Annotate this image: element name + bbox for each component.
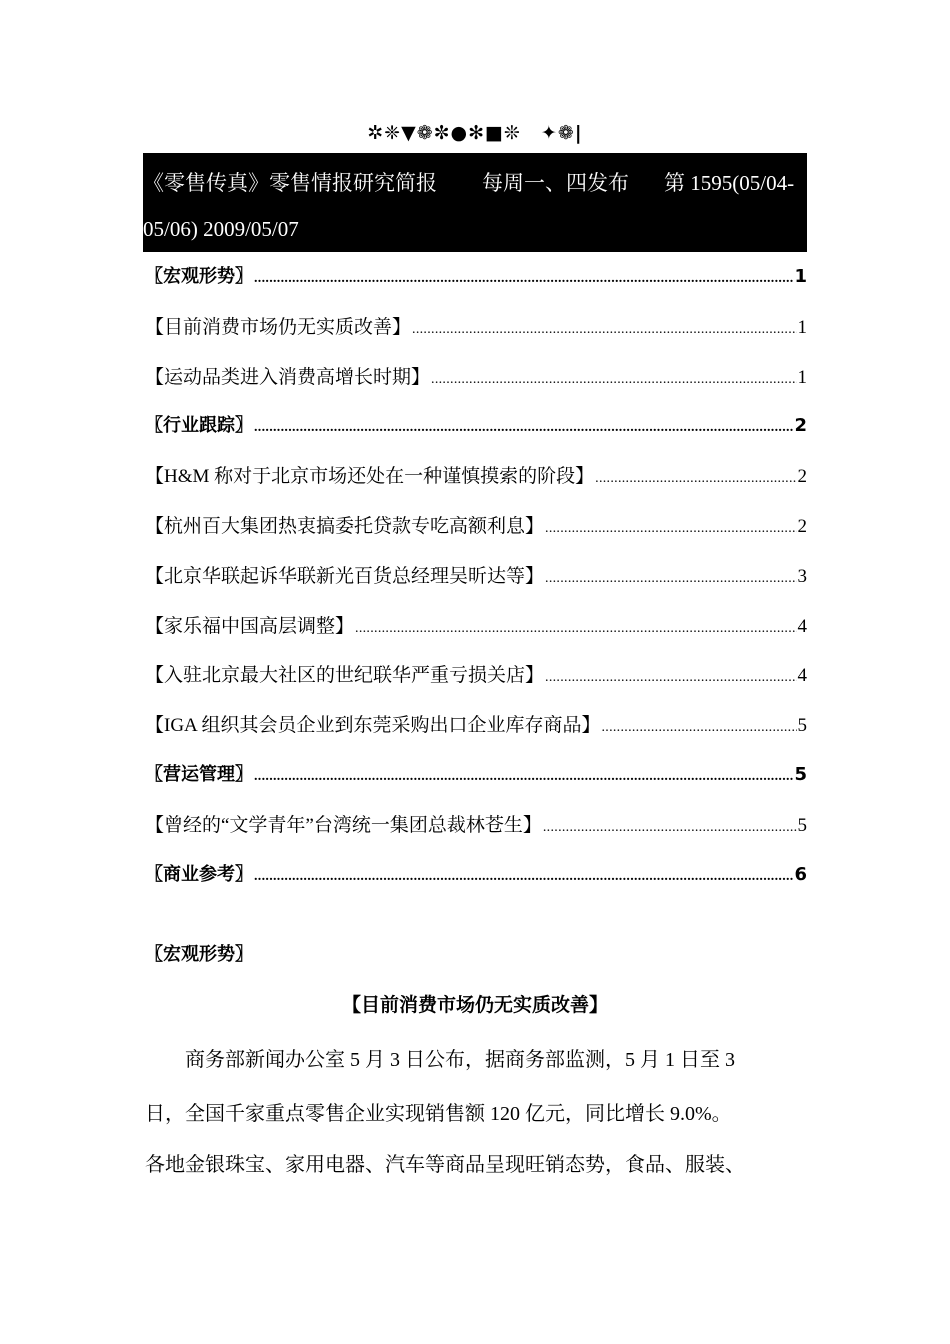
banner-line-2: 05/06) 2009/05/07 — [143, 217, 299, 241]
toc-entry-title: 【曾经的“文学青年”台湾统一集团总裁林苍生】 — [145, 814, 542, 836]
toc-entry-title: 【H&M 称对于北京市场还处在一种谨慎摸索的阶段】 — [145, 466, 595, 488]
toc-entry-title: 【入驻北京最大社区的世纪联华严重亏损关店】 — [145, 665, 545, 687]
toc-article-entry[interactable] — [145, 362, 807, 392]
body-line-1: 商务部新闻办公室 5 月 3 日公布，据商务部监测，5 月 1 日至 3 — [145, 1049, 735, 1071]
toc-article-entry[interactable] — [145, 312, 807, 342]
banner-line-1 — [143, 167, 795, 197]
toc-entry-title: 【家乐福中国高层调整】 — [145, 615, 355, 637]
toc-page-number: 1 — [797, 366, 807, 388]
toc-page-number: 5 — [797, 814, 807, 836]
toc-dot-leader — [254, 420, 793, 436]
toc-article-entry[interactable] — [145, 810, 807, 840]
toc-article-entry[interactable] — [145, 660, 807, 690]
toc-article-entry[interactable] — [145, 511, 807, 541]
banner-schedule: 每周一、四发布 — [482, 171, 629, 195]
toc-article-entry[interactable] — [145, 611, 807, 641]
toc-page-number: 2 — [794, 415, 807, 437]
toc-page-number: 6 — [794, 863, 807, 885]
toc-article-entry[interactable] — [145, 710, 807, 740]
toc-dot-leader — [254, 769, 793, 785]
toc-dot-leader — [355, 621, 796, 637]
toc-section-entry[interactable] — [145, 760, 807, 790]
toc-page-number: 3 — [797, 565, 807, 587]
toc-page-number: 4 — [797, 665, 807, 687]
toc-entry-title: 〖营运管理〗 — [145, 764, 253, 785]
toc-dot-leader — [545, 521, 796, 537]
newsletter-banner — [143, 153, 807, 252]
toc-entry-title: 〖行业跟踪〗 — [145, 415, 253, 437]
toc-section-entry[interactable] — [145, 262, 807, 292]
article-title: 【目前消费市场仍无实质改善】 — [341, 994, 608, 1016]
toc-dot-leader — [431, 372, 796, 388]
toc-article-entry[interactable] — [145, 561, 807, 591]
toc-page-number: 1 — [797, 316, 807, 338]
banner-title: 《零售传真》零售情报研究简报 — [143, 171, 437, 195]
toc-dot-leader — [543, 820, 797, 836]
toc-dot-leader — [595, 471, 796, 487]
toc-dot-leader — [545, 670, 796, 686]
body-line-3: 各地金银珠宝、家用电器、汽车等商品呈现旺销态势，食品、服装、 — [145, 1154, 745, 1176]
section-heading: 〖宏观形势〗 — [145, 944, 253, 965]
toc-page-number: 5 — [794, 764, 807, 785]
banner-issue: 第 1595(05/04- — [664, 171, 795, 195]
toc-dot-leader — [254, 271, 793, 287]
toc-article-entry[interactable] — [145, 461, 807, 491]
toc-section-entry[interactable] — [145, 411, 807, 441]
toc-dot-leader — [545, 571, 796, 587]
toc-entry-title: 〖商业参考〗 — [145, 863, 253, 885]
toc-dot-leader — [254, 869, 793, 885]
toc-dot-leader — [601, 720, 796, 736]
toc-entry-title: 【目前消费市场仍无实质改善】 — [145, 316, 412, 338]
toc-entry-title: 【IGA 组织其会员企业到东莞采购出口企业库存商品】 — [145, 715, 601, 737]
toc-entry-title: 【北京华联起诉华联新光百货总经理吴昕达等】 — [145, 565, 545, 587]
toc-page-number: 2 — [797, 516, 807, 537]
toc-page-number: 2 — [797, 466, 807, 488]
decorative-dingbat-row: ✲❈▼❁✼●✻■❊ ✦❁| — [367, 122, 583, 144]
toc-page-number: 5 — [797, 715, 807, 737]
toc-entry-title: 〖宏观形势〗 — [145, 266, 253, 287]
toc-dot-leader — [412, 322, 796, 338]
toc-page-number: 1 — [794, 266, 807, 287]
toc-entry-title: 【运动品类进入消费高增长时期】 — [145, 366, 431, 388]
toc-section-entry[interactable] — [145, 860, 807, 890]
toc-page-number: 4 — [797, 615, 807, 637]
toc-entry-title: 【杭州百大集团热衷搞委托贷款专吃高额利息】 — [145, 516, 545, 537]
body-line-2: 日，全国千家重点零售企业实现销售额 120 亿元，同比增长 9.0%。 — [145, 1103, 732, 1125]
